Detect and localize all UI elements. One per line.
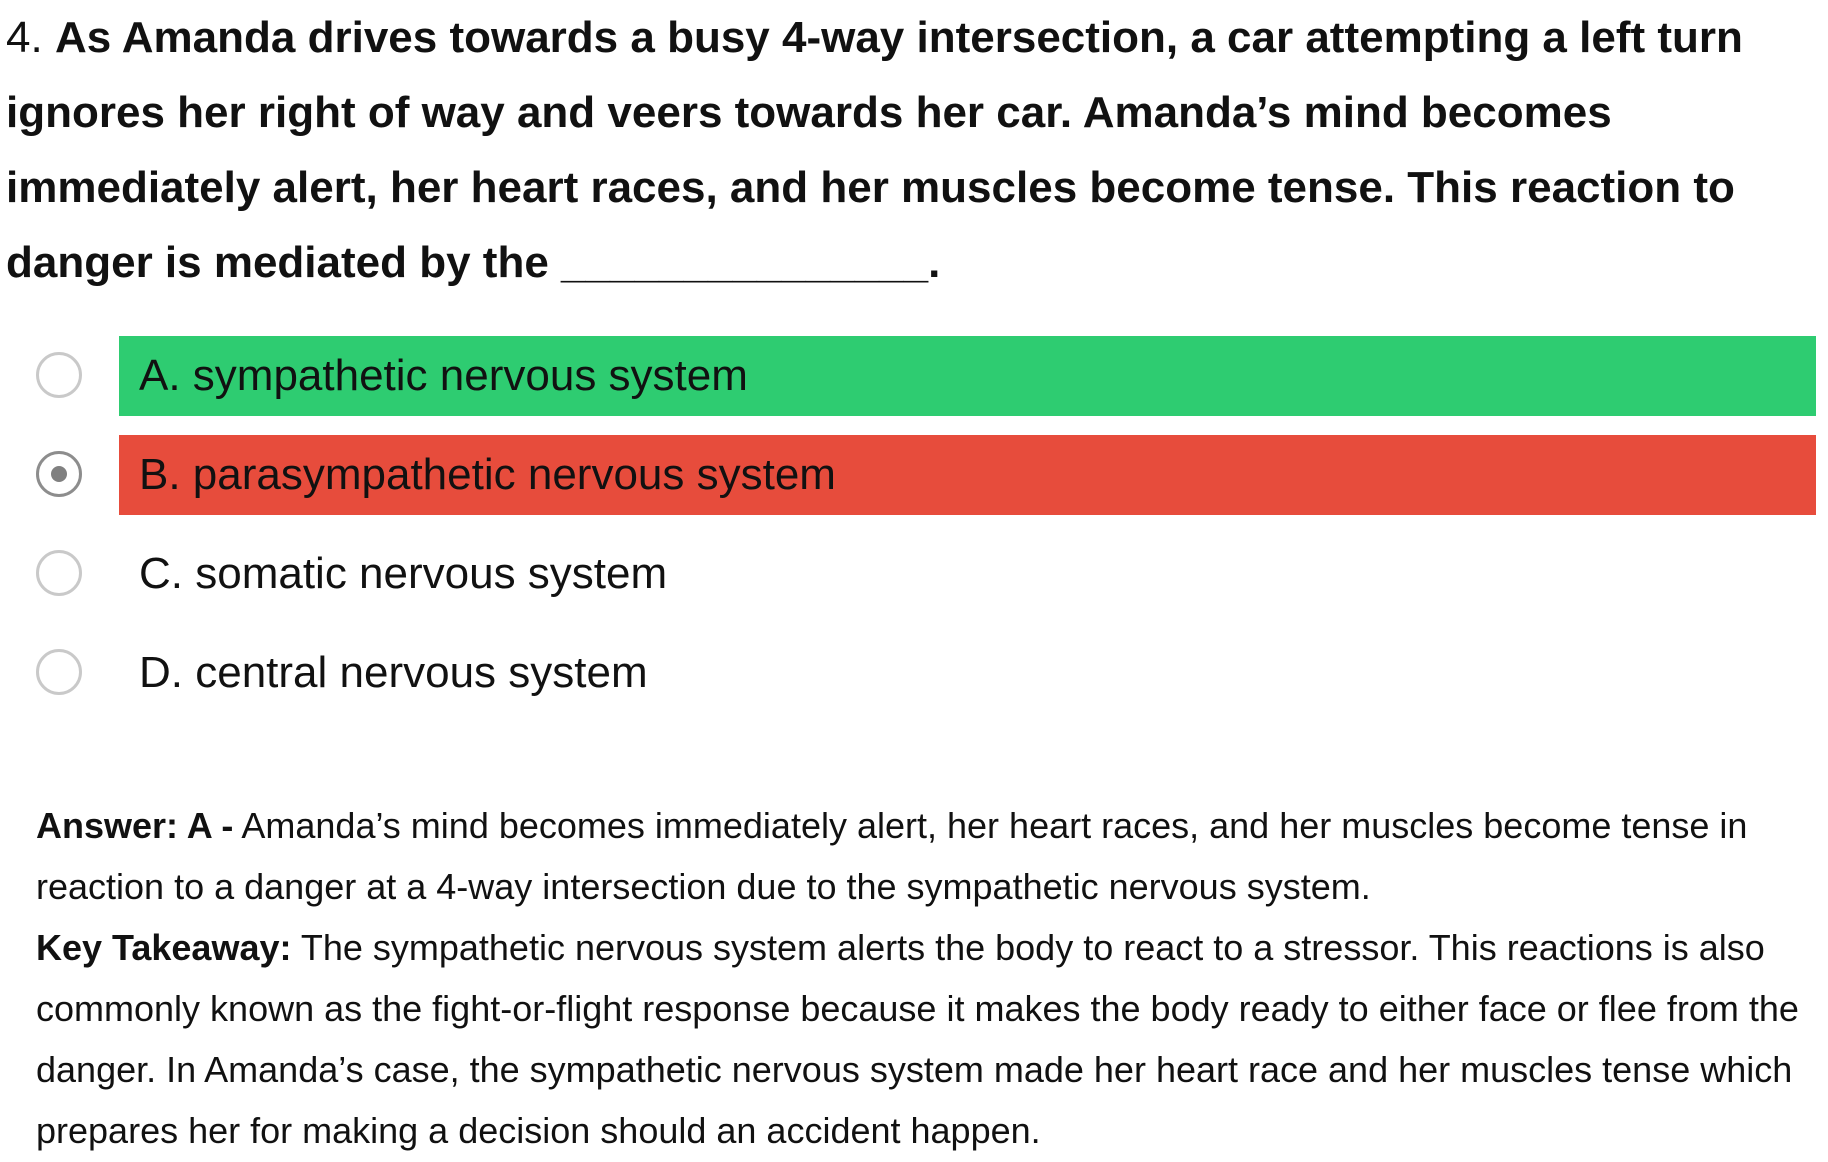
answer-options: [0, 336, 1828, 732]
answer-explanation: [36, 795, 1816, 917]
radio-button-d[interactable]: [36, 649, 82, 695]
radio-button-a[interactable]: [36, 352, 82, 398]
answer-heading: Answer: A -: [36, 805, 234, 846]
answer-text: Amanda’s mind becomes immediately alert, her heart races, and her muscles become tense in reaction to a danger at a 4-way intersection due to the sympathetic nervous system.: [36, 805, 1748, 907]
key-takeaway: [36, 917, 1816, 1161]
option-b-label[interactable]: B. parasympathetic nervous system: [119, 435, 1816, 515]
explanation: [36, 795, 1816, 1161]
option-a-label[interactable]: A. sympathetic nervous system: [119, 336, 1816, 416]
option-d[interactable]: [0, 633, 1828, 713]
question-number: 4.: [6, 13, 43, 62]
takeaway-text: The sympathetic nervous system alerts the body to react to a stressor. This reactions is also commonly known as the fight-or-flight response because it makes the body ready to either face or flee from the danger. In Amanda’s case, the sympathetic nervous system made her heart race and her muscles tense which prepares her for making a decision should an accident happen.: [36, 927, 1799, 1151]
option-d-label[interactable]: D. central nervous system: [139, 648, 648, 697]
question: [6, 0, 1816, 300]
radio-selected-dot: [51, 466, 67, 482]
question-text: As Amanda drives towards a busy 4-way intersection, a car attempting a left turn ignores her right of way and veers towards her car. Amanda’s mind becomes immediately alert, her heart races, and her muscles become tense. This reaction to danger is mediated by the _______________.: [6, 13, 1743, 287]
option-b[interactable]: [0, 435, 1828, 515]
takeaway-heading: Key Takeaway:: [36, 927, 292, 968]
option-c[interactable]: [0, 534, 1828, 614]
option-c-label[interactable]: C. somatic nervous system: [139, 549, 668, 598]
radio-button-b[interactable]: [36, 451, 82, 497]
option-a[interactable]: [0, 336, 1828, 416]
radio-button-c[interactable]: [36, 550, 82, 596]
